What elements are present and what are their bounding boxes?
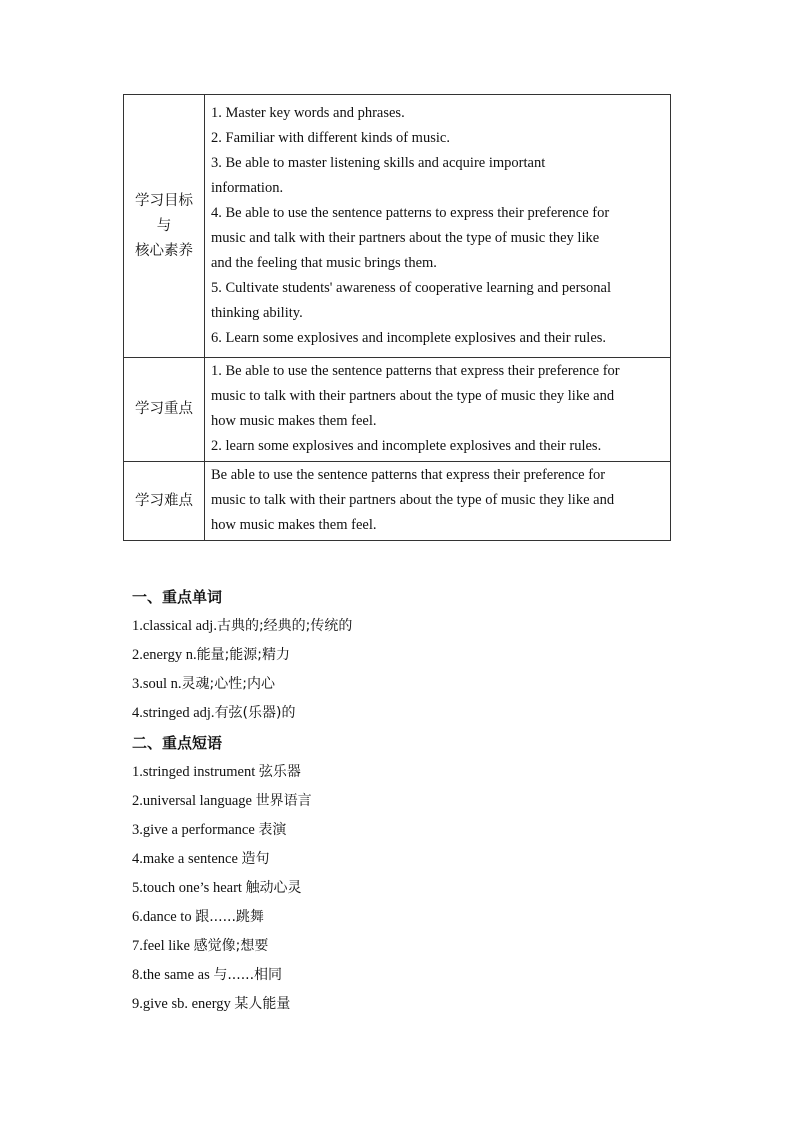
word-en: 3.soul n.	[132, 676, 182, 692]
phrase-en: 7.feel like	[132, 938, 194, 954]
row-label-difficulties	[124, 462, 205, 541]
content-line: thinking ability.	[211, 304, 303, 321]
row-content-goals	[205, 95, 671, 358]
content-line: 5. Cultivate students' awareness of cooperative learning and personal	[211, 279, 612, 296]
label-line: 学习难点	[135, 492, 193, 509]
phrase-item	[132, 990, 312, 1019]
content-line: Be able to use the sentence patterns that express their preference for	[211, 467, 606, 483]
phrase-en: 2.universal language	[132, 793, 256, 809]
content-line: music and talk with their partners about the type of music they like	[211, 229, 600, 246]
phrase-zh: 世界语言	[255, 793, 312, 809]
word-item	[132, 670, 352, 699]
word-zh: 有弦(乐器)的	[214, 705, 296, 721]
key-phrases-section	[132, 729, 312, 1019]
content-line: how music makes them feel.	[211, 413, 377, 429]
phrase-zh: 某人能量	[234, 996, 291, 1012]
phrase-item	[132, 816, 312, 845]
content-line: music to talk with their partners about the type of music they like and	[211, 492, 615, 508]
phrase-item	[132, 932, 312, 961]
table-row-goals	[124, 95, 671, 358]
content-line: and the feeling that music brings them.	[211, 254, 437, 271]
phrase-zh: 跟......跳舞	[195, 909, 264, 925]
phrase-item	[132, 845, 312, 874]
row-content-difficulties	[205, 462, 671, 541]
word-en: 2.energy n.	[132, 647, 197, 663]
content-line: information.	[211, 179, 284, 196]
content-line: 6. Learn some explosives and incomplete explosives and their rules.	[211, 329, 607, 346]
row-label-goals	[124, 95, 205, 358]
section-title-phrases: 二、重点短语	[132, 734, 223, 752]
content-line: 1. Master key words and phrases.	[211, 104, 405, 121]
table-row-difficulties	[124, 462, 671, 541]
phrase-item	[132, 874, 312, 903]
content-line: 2. learn some explosives and incomplete explosives and their rules.	[211, 438, 602, 454]
phrase-en: 8.the same as	[132, 967, 214, 983]
phrase-item	[132, 758, 312, 787]
table-row-key-points	[124, 358, 671, 462]
phrase-en: 4.make a sentence	[132, 851, 242, 867]
phrase-zh: 弦乐器	[258, 764, 301, 780]
content-line: 4. Be able to use the sentence patterns to express their preference for	[211, 204, 610, 221]
row-label-key-points	[124, 358, 205, 462]
word-en: 1.classical adj.	[132, 618, 217, 634]
phrase-en: 1.stringed instrument	[132, 764, 259, 780]
phrase-zh: 触动心灵	[245, 880, 302, 896]
phrase-en: 9.give sb. energy	[132, 996, 235, 1012]
learning-goals-table	[123, 94, 671, 541]
content-line: 3. Be able to master listening skills and acquire important	[211, 154, 546, 171]
phrase-en: 6.dance to	[132, 909, 196, 925]
word-item	[132, 641, 352, 670]
label-line: 核心素养	[135, 242, 193, 259]
phrase-zh: 感觉像;想要	[193, 938, 269, 954]
content-line: music to talk with their partners about the type of music they like and	[211, 388, 615, 404]
word-zh: 古典的;经典的;传统的	[216, 618, 353, 634]
phrase-zh: 与......相同	[213, 967, 283, 983]
section-title-words: 一、重点单词	[132, 588, 223, 606]
row-content-key-points	[205, 358, 671, 462]
word-item	[132, 612, 352, 641]
word-zh: 灵魂;心性;内心	[181, 676, 275, 692]
phrase-en: 3.give a performance	[132, 822, 259, 838]
content-line: how music makes them feel.	[211, 517, 377, 533]
label-line: 学习目标	[135, 192, 193, 209]
content-line: 2. Familiar with different kinds of music.	[211, 129, 450, 146]
content-line: 1. Be able to use the sentence patterns that express their preference for	[211, 363, 620, 379]
phrase-item	[132, 787, 312, 816]
phrase-zh: 造句	[241, 851, 270, 867]
word-en: 4.stringed adj.	[132, 705, 215, 721]
phrase-en: 5.touch one’s heart	[132, 880, 246, 896]
word-item	[132, 699, 352, 728]
label-line: 学习重点	[135, 401, 193, 417]
phrase-zh: 表演	[258, 822, 287, 838]
label-line: 与	[156, 217, 172, 234]
phrase-item	[132, 903, 312, 932]
word-zh: 能量;能源;精力	[196, 647, 291, 663]
phrase-item	[132, 961, 312, 990]
key-words-section	[132, 583, 352, 728]
